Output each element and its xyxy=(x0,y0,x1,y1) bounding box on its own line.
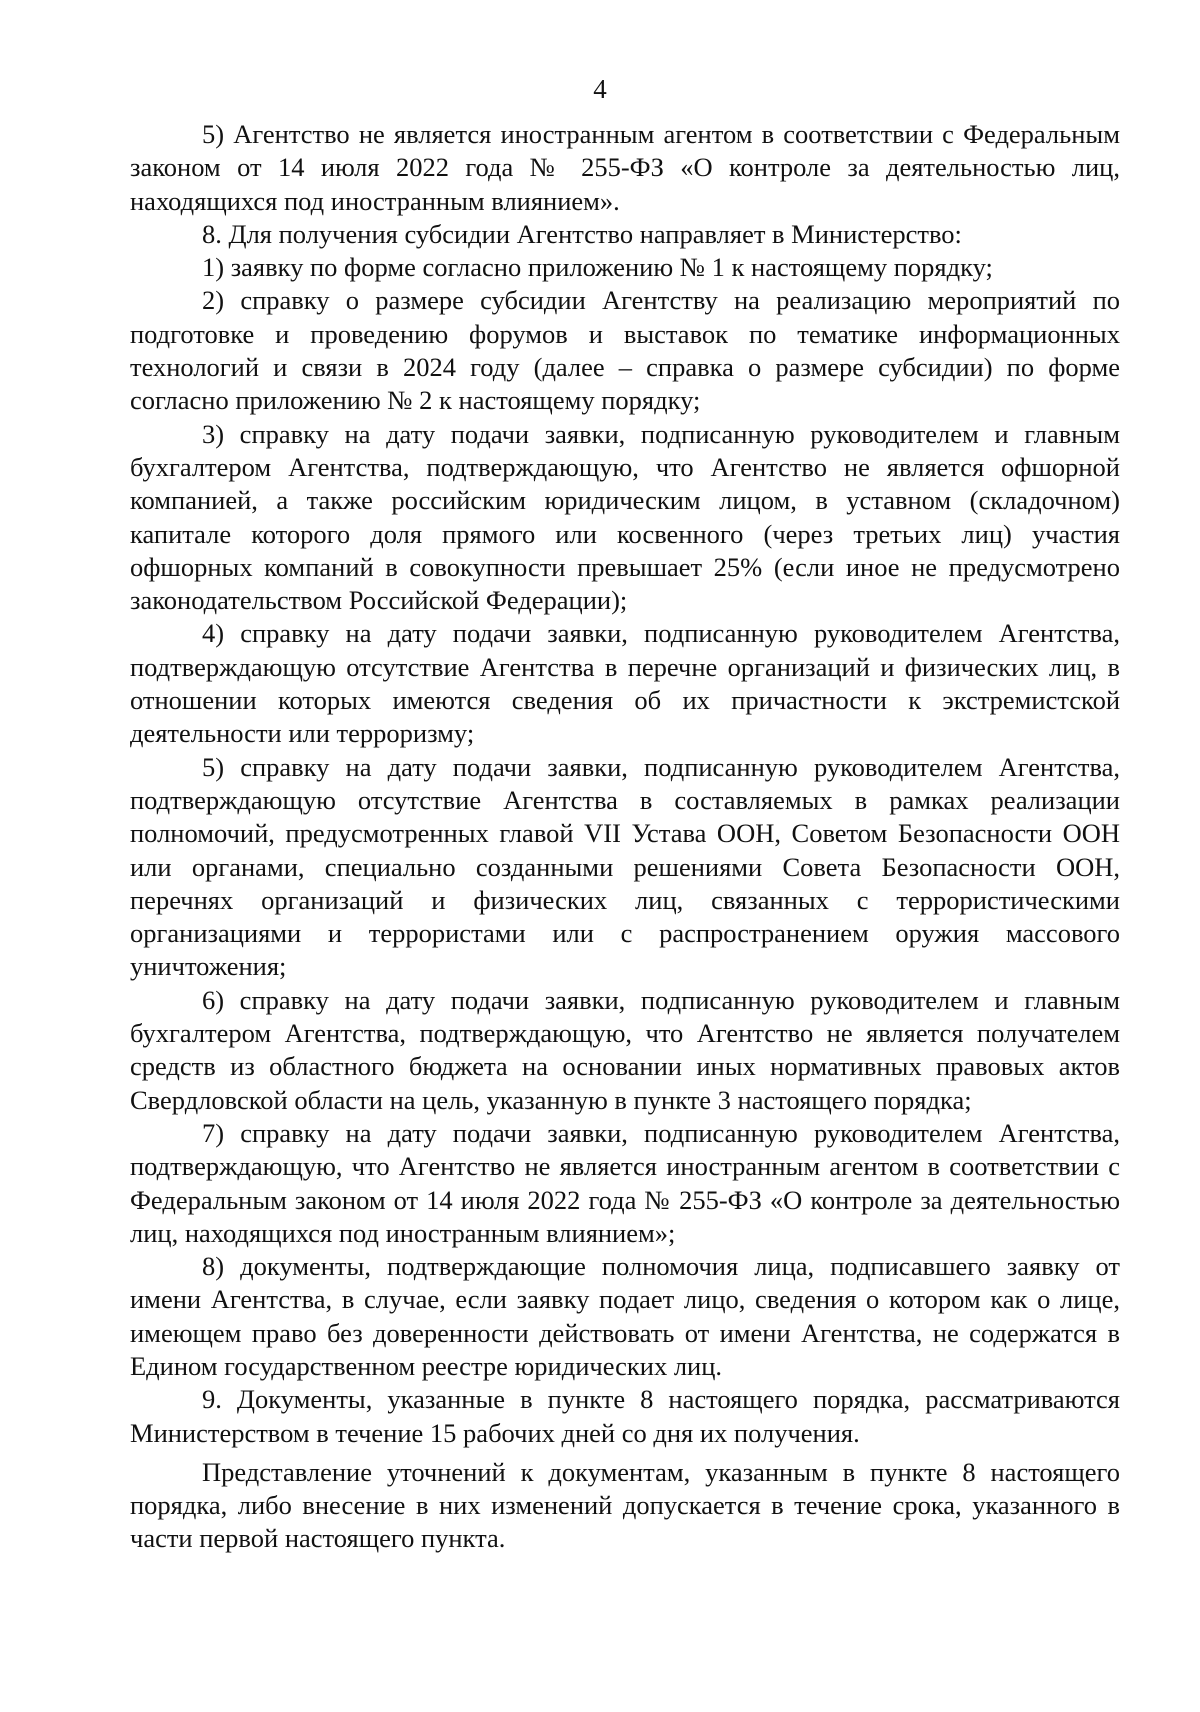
paragraph-item-4-extremism: 4) справку на дату подачи заявки, подписанную руководителем Агентства, подтверждающую отсутствие Агентства в перечне организаций и физических лиц, в отношении которых имеются сведения об их причастности к экстремистской деятельности или терроризму; xyxy=(130,618,1120,749)
document-body xyxy=(130,118,1120,1556)
paragraph-item-6-budget: 6) справку на дату подачи заявки, подписанную руководителем и главным бухгалтером Агентства, подтверждающую, что Агентство не является получателем средств из областного бюджета на основании иных нормативных правовых актов Свердловской области на цель, указанную в пункте 3 настоящего порядка; xyxy=(130,984,1120,1115)
paragraph-item-8-authority: 8) документы, подтверждающие полномочия лица, подписавшего заявку от имени Агентства, в случае, если заявку подает лицо, сведения о котором как о лице, имеющем право без доверенности действовать от имени Агентства, не содержатся в Едином государственном реестре юридических лиц. xyxy=(130,1251,1120,1381)
page-number: 4 xyxy=(593,74,607,104)
paragraph-item-1-application: 1) заявку по форме согласно приложению № 1 к настоящему порядку; xyxy=(202,252,993,283)
paragraph-item-3-offshore: 3) справку на дату подачи заявки, подписанную руководителем и главным бухгалтером Агентства, подтверждающую, что Агентство не является офшорной компанией, а также российским юридическим лицом, в уставном (складочном) капитале которого доля прямого или косвенного (через третьих лиц) участия офшорных компаний в совокупности превышает 25% (если иное не предусмотрено законодательством Российской Федерации); xyxy=(130,418,1120,616)
paragraph-item-5-un-lists: 5) справку на дату подачи заявки, подписанную руководителем Агентства, подтверждающую отсутствие Агентства в составляемых в рамках реализации полномочий, предусмотренных главой VII Устава ООН, Советом Безопасности ООН или органами, специально созданными решениями Совета Безопасности ООН, перечнях организаций и физических лиц, связанных с террористическими организациями и террористами или с распространением оружия массового уничтожения; xyxy=(130,751,1120,982)
paragraph-section-8-heading: 8. Для получения субсидии Агентство направляет в Министерство: xyxy=(202,218,962,249)
paragraph-section-9: 9. Документы, указанные в пункте 8 настоящего порядка, рассматриваются Министерством в течение 15 рабочих дней со дня их получения. xyxy=(130,1384,1120,1448)
paragraph-item-2-subsidy-certificate: 2) справку о размере субсидии Агентству на реализацию мероприятий по подготовке и проведению форумов и выставок по тематике информационных технологий и связи в 2024 году (далее – справка о размере субсидии) по форме согласно приложению № 2 к настоящему порядку; xyxy=(130,285,1120,416)
paragraph-item-5-foreign-agent: 5) Агентство не является иностранным агентом в соответствии с Федеральным законом от 14 июля 2022 года № 255-ФЗ «О контроле за деятельностью лиц, находящихся под иностранным влиянием». xyxy=(130,119,1120,216)
paragraph-item-7-foreign-agent: 7) справку на дату подачи заявки, подписанную руководителем Агентства, подтверждающую, что Агентство не является иностранным агентом в соответствии с Федеральным законом от 14 июля 2022 года № 255-ФЗ «О контроле за деятельностью лиц, находящихся под иностранным влиянием»; xyxy=(130,1117,1120,1248)
paragraph-clarifications: Представление уточнений к документам, указанным в пункте 8 настоящего порядка, либо внесение в них изменений допускается в течение срока, указанного в части первой настоящего пункта. xyxy=(130,1456,1120,1554)
